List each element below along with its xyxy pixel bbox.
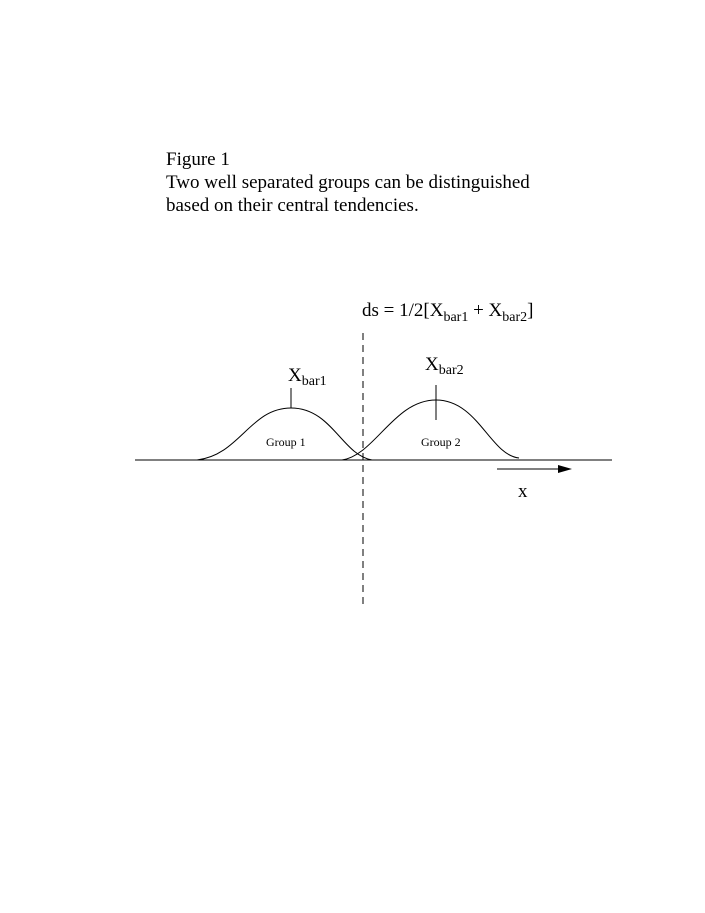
caption-line-2: based on their central tendencies. <box>166 195 419 216</box>
axis-arrowhead-icon <box>558 465 572 473</box>
group2-curve <box>342 400 519 460</box>
mean1-label: $X_{bar1}$ <box>288 365 327 389</box>
decision-boundary-formula: ds = $1/2[X_{bar1} + X_{bar2}]$ <box>362 300 534 325</box>
caption-line-1: Two well separated groups can be distinguished <box>166 172 530 193</box>
group2-label: Group 2 <box>421 435 461 449</box>
group1-label: Group 1 <box>266 435 306 449</box>
mean2-label: $X_{bar2}$ <box>425 354 464 378</box>
figure-label: Figure 1 <box>166 149 230 170</box>
axis-label-x: x <box>518 481 528 502</box>
group1-curve <box>197 408 372 460</box>
